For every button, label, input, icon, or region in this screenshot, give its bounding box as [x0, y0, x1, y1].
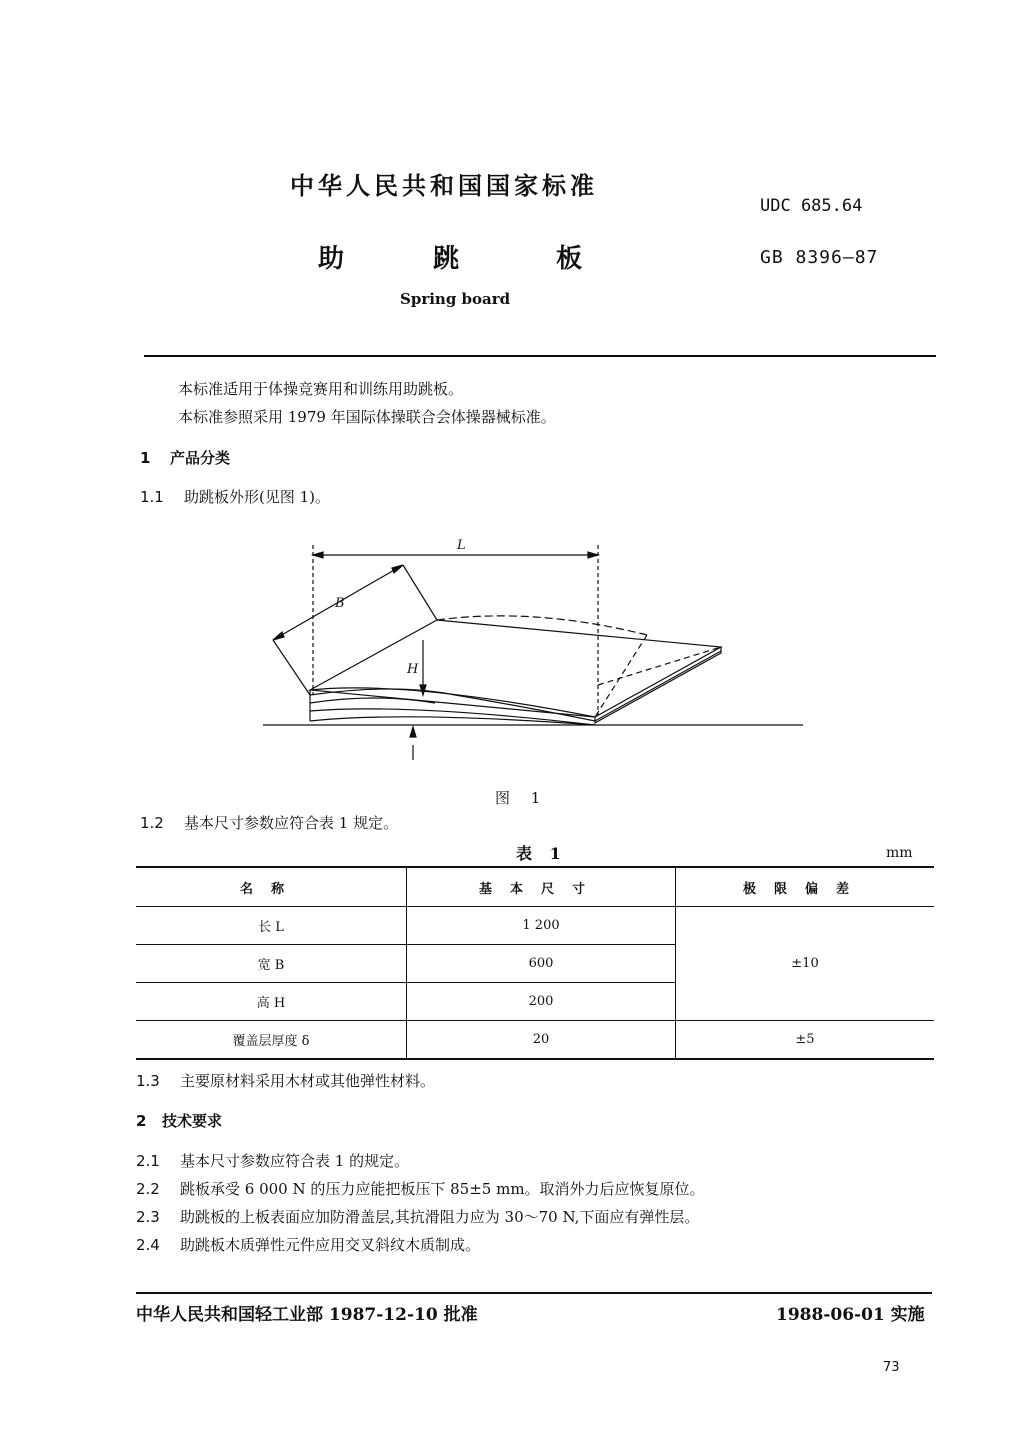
- clause-text: 助跳板的上板表面应加防滑盖层,其抗滑阻力应为 30～70 N,下面应有弹性层。: [180, 1208, 700, 1226]
- board-base-layer: [310, 717, 595, 725]
- clause-2-4: [136, 1234, 480, 1255]
- clause-2-1: [136, 1150, 409, 1171]
- table-caption: 表 1: [516, 844, 567, 863]
- dimension-b-right-extension: [403, 565, 437, 620]
- section-1-heading: [140, 447, 230, 468]
- clause-text: 跳板承受 6 000 N 的压力应能把板压下 85±5 mm。取消外力后应恢复原位。: [180, 1180, 705, 1198]
- clause-text: 主要原材料采用木材或其他弹性材料。: [180, 1072, 436, 1090]
- intro-line-1: 本标准适用于体操竞赛用和训练用助跳板。: [178, 380, 464, 398]
- dimension-l-arrow-right: [588, 552, 598, 558]
- title-char-2: 跳: [433, 244, 460, 274]
- dimension-h-arrow: [420, 685, 426, 695]
- dimension-h-bottom-arrow: [410, 727, 416, 737]
- table-unit: mm: [886, 845, 913, 861]
- board-front-edge: [595, 647, 721, 723]
- cell-size: 1 200: [407, 907, 676, 945]
- board-hidden-edge: [595, 635, 647, 717]
- board-front-edge-inner: [595, 651, 721, 721]
- spring-board-figure: [255, 535, 815, 765]
- cell-name: 覆盖层厚度 δ: [136, 1021, 407, 1060]
- clause-2-3: [136, 1206, 699, 1227]
- cell-tolerance: ±5: [676, 1021, 935, 1060]
- section-1-title: 产品分类: [170, 449, 231, 467]
- dimension-l-arrow-left: [313, 552, 323, 558]
- figure-caption: 图 1: [495, 789, 549, 807]
- table-row: [136, 1021, 934, 1060]
- table-row: [136, 907, 934, 945]
- title-char-3: 板: [556, 244, 583, 274]
- approval-line: 中华人民共和国轻工业部 1987-12-10 批准: [136, 1305, 478, 1325]
- clause-1-2: [140, 812, 398, 833]
- gb-number: GB 8396—87: [760, 247, 879, 268]
- english-title: Spring board: [400, 290, 511, 308]
- board-spring-curve: [310, 698, 435, 703]
- board-curve-dashed: [437, 616, 647, 635]
- cell-tolerance: ±10: [676, 907, 935, 1021]
- label-h: H: [407, 662, 419, 677]
- cell-size: 200: [407, 983, 676, 1021]
- clause-number: 2.2: [136, 1180, 160, 1198]
- label-l: L: [457, 538, 466, 553]
- clause-text: 基本尺寸参数应符合表 1 的规定。: [180, 1152, 410, 1170]
- clause-text: 助跳板外形(见图 1)。: [184, 488, 331, 506]
- effective-date: 1988-06-01 实施: [776, 1305, 925, 1325]
- header-rule: [144, 355, 936, 357]
- section-2-title: 技术要求: [162, 1112, 223, 1130]
- clause-2-2: [136, 1178, 705, 1199]
- clause-text: 基本尺寸参数应符合表 1 规定。: [184, 814, 399, 832]
- section-2-heading: [136, 1110, 222, 1131]
- dimension-b-left-extension: [273, 640, 310, 695]
- dimension-b-arrow-right: [392, 565, 403, 573]
- cell-name: 长 L: [136, 907, 407, 945]
- udc-code: UDC 685.64: [760, 196, 863, 216]
- header-name: 名称: [136, 867, 407, 907]
- table-header-row: [136, 867, 934, 907]
- clause-number: 1.3: [136, 1072, 160, 1090]
- title-char-1: 助: [318, 244, 345, 274]
- header-tolerance: 极限偏差: [676, 867, 935, 907]
- dimension-b-arrow-left: [273, 632, 284, 640]
- clause-number: 2.3: [136, 1208, 160, 1226]
- clause-number: 2.4: [136, 1236, 160, 1254]
- page-number: 73: [883, 1360, 900, 1375]
- spec-table: [136, 866, 934, 1060]
- clause-number: 1.2: [140, 814, 164, 832]
- cell-name: 宽 B: [136, 945, 407, 983]
- clause-1-1: [140, 486, 330, 507]
- national-standard-heading: 中华人民共和国国家标准: [290, 171, 598, 200]
- footer-rule: [136, 1292, 932, 1294]
- clause-text: 助跳板木质弹性元件应用交叉斜纹木质制成。: [180, 1236, 481, 1254]
- cell-size: 600: [407, 945, 676, 983]
- section-2-number: 2: [136, 1112, 147, 1130]
- document-title: [318, 238, 582, 275]
- cell-size: 20: [407, 1021, 676, 1060]
- header-size: 基本尺寸: [407, 867, 676, 907]
- clause-number: 1.1: [140, 488, 164, 506]
- intro-line-2: 本标准参照采用 1979 年国际体操联合会体操器械标准。: [178, 408, 556, 426]
- clause-1-3: [136, 1070, 435, 1091]
- section-1-number: 1: [140, 449, 151, 467]
- label-b: B: [335, 596, 345, 611]
- clause-number: 2.1: [136, 1152, 160, 1170]
- cell-name: 高 H: [136, 983, 407, 1021]
- board-hidden-edge-2: [598, 647, 721, 685]
